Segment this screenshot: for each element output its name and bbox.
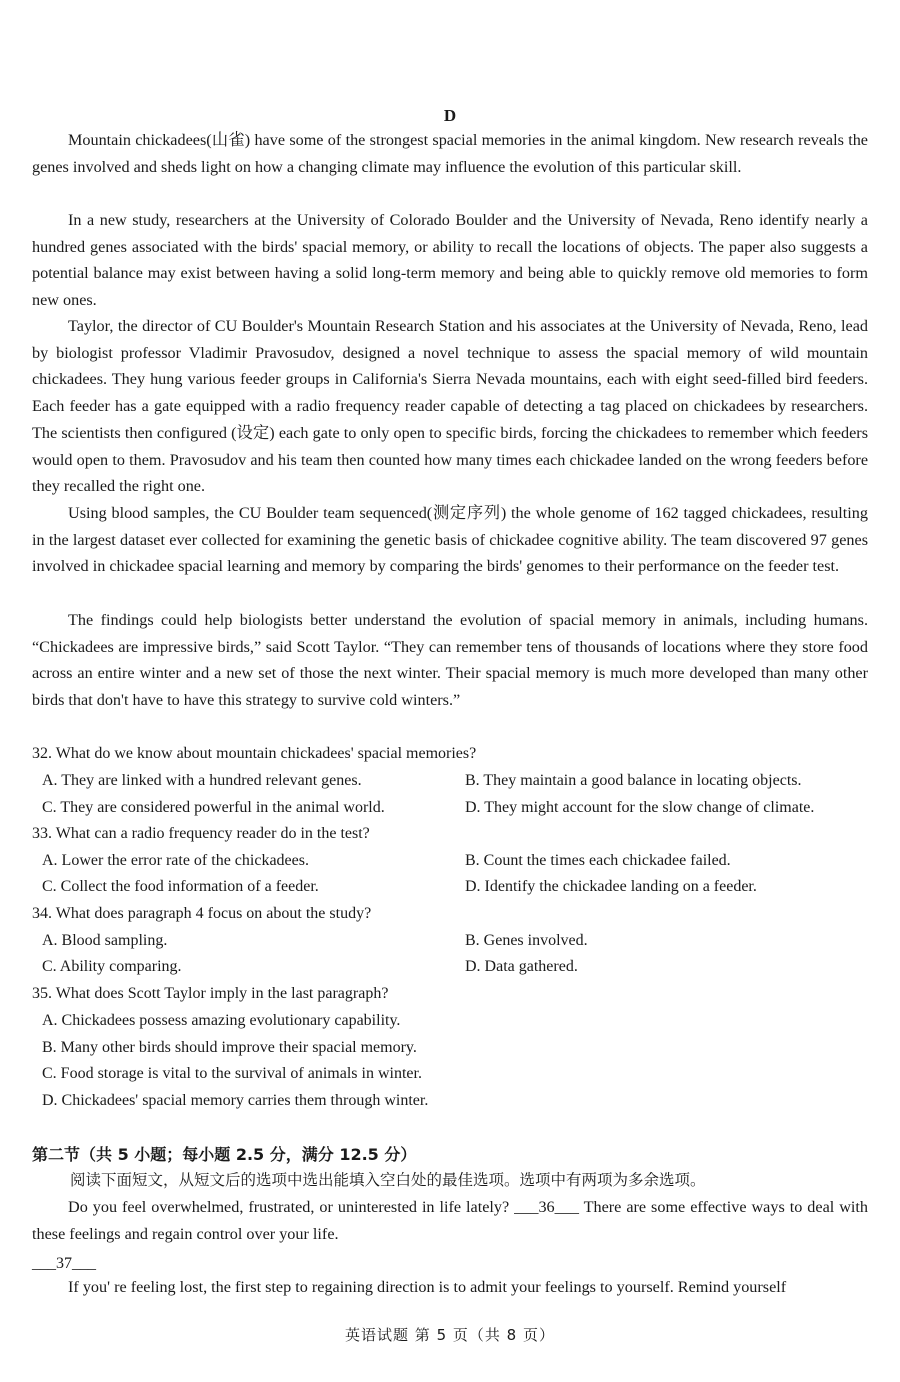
para1-before-text: Do you feel overwhelmed, frustrated, or uninterested in life lately? (68, 1198, 510, 1216)
question-33-stem: 33. What can a radio frequency reader do in the test? (32, 825, 370, 842)
question-34-option-b: B. Genes involved. (465, 932, 588, 949)
question-32-option-c: C. They are considered powerful in the animal world. (42, 799, 385, 816)
question-34-option-d: D. Data gathered. (465, 958, 578, 975)
section-2-paragraph-1 (32, 1194, 868, 1247)
passage-paragraph-2: In a new study, researchers at the University of Colorado Boulder and the University of Nevada, Reno identify nearly a hundred genes associated with the birds' spacial memory, or ability to recall the locations of objects. The paper also suggests a potential balance may exist between having a solid long-term memory and being able to quickly remove old memories to form new ones. (32, 211, 868, 310)
question-35-option-a: A. Chickadees possess amazing evolutionary capability. (42, 1012, 401, 1029)
question-32-option-b: B. They maintain a good balance in locating objects. (465, 772, 802, 789)
page-footer: 英语试题 第 5 页（共 8 页） (345, 1326, 555, 1344)
passage-paragraph-3: Taylor, the director of CU Boulder's Mountain Research Station and his associates at the University of Nevada, Reno, lead by biologist professor Vladimir Pravosudov, designed a novel technique to assess the spacial memory of wild mountain chickadees. They hung various feeder groups in California's Sierra Nevada mountains, each with eight seed-filled bird feeders. Each feeder has a gate equipped with a radio frequency reader capable of detecting a tag placed on chickadees by researchers. The scientists then configured (设定) each gate to only open to specific birds, forcing the chickadees to remember which feeders would open to them. Pravosudov and his team then counted how many times each chickadee landed on the wrong feeders before they recalled the right one. (32, 317, 868, 496)
passage-paragraph-1: Mountain chickadees(山雀) have some of the strongest spacial memories in the animal kingdom. New research reveals the genes involved and sheds light on how a changing climate may influence the evolution of this particular skill. (32, 131, 868, 176)
passage-paragraph-4: Using blood samples, the CU Boulder team sequenced(测定序列) the whole genome of 162 tagged chickadees, resulting in the largest dataset ever collected for examining the genetic basis of chickadee cognitive ability. The team discovered 97 genes involved in chickadee spacial learning and memory by comparing the birds' genomes to their performance on the feeder test. (32, 504, 868, 576)
section-2-paragraph-2: If you' re feeling lost, the first step to regaining direction is to admit your feelings to yourself. Remind yourself (68, 1278, 787, 1296)
blank-36: ___36___ (514, 1198, 579, 1216)
question-35-option-b: B. Many other birds should improve their spacial memory. (42, 1039, 417, 1056)
question-35-option-d: D. Chickadees' spacial memory carries them through winter. (42, 1092, 429, 1109)
question-32-option-a: A. They are linked with a hundred relevant genes. (42, 772, 362, 789)
section-2-heading: 第二节（共 5 小题；每小题 2.5 分，满分 12.5 分） (32, 1145, 417, 1164)
question-32-stem: 32. What do we know about mountain chickadees' spacial memories? (32, 745, 477, 762)
question-35-option-c: C. Food storage is vital to the survival of animals in winter. (42, 1065, 422, 1082)
question-33-option-b: B. Count the times each chickadee failed. (465, 852, 731, 869)
question-33-option-d: D. Identify the chickadee landing on a feeder. (465, 878, 757, 895)
question-35-stem: 35. What does Scott Taylor imply in the last paragraph? (32, 985, 389, 1002)
question-32-option-d: D. They might account for the slow change of climate. (465, 799, 815, 816)
question-33-option-a: A. Lower the error rate of the chickadees. (42, 852, 309, 869)
passage-paragraph-5: The findings could help biologists better understand the evolution of spacial memory in animals, including humans. “Chickadees are impressive birds,” said Scott Taylor. “They can remember tens of thousands of locations where they store food across an entire winter and a new set of those the next winter. Their spacial memory is much more developed than many other birds that don't have to have this strategy to survive cold winters.” (32, 611, 868, 710)
question-34-option-c: C. Ability comparing. (42, 958, 182, 975)
question-34-stem: 34. What does paragraph 4 focus on about the study? (32, 905, 372, 922)
blank-37: ___37___ (32, 1255, 96, 1272)
question-33-option-c: C. Collect the food information of a feeder. (42, 878, 319, 895)
section-2-instruction: 阅读下面短文，从短文后的选项中选出能填入空白处的最佳选项。选项中有两项为多余选项。 (70, 1171, 706, 1189)
passage-letter: D (443, 106, 457, 125)
para1-after-text: There are some effective ways to deal with these feelings and regain control over your life. (32, 1198, 869, 1243)
question-34-option-a: A. Blood sampling. (42, 932, 168, 949)
